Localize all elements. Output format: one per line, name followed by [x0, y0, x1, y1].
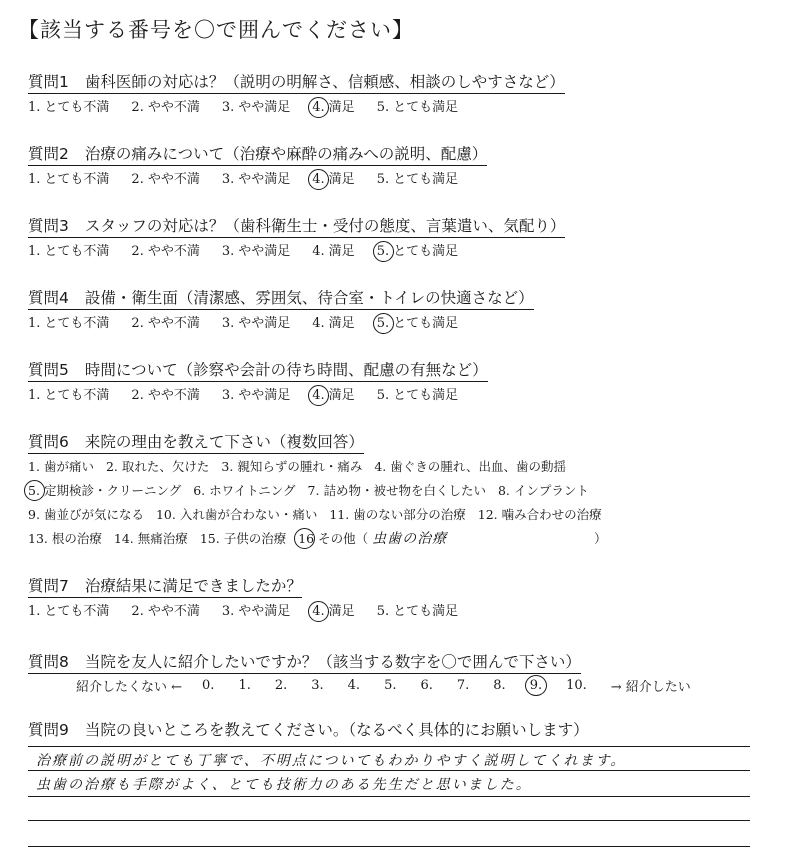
- q6-row: [28, 478, 607, 502]
- option-number: 2.: [131, 244, 144, 259]
- question-text: 歯科医師の対応は？（説明の明解さ、信頼感、相談のしやすさなど）: [84, 73, 565, 91]
- option-number: 13.: [28, 531, 48, 546]
- option-label: やや不満: [147, 604, 200, 619]
- scale-value[interactable]: [238, 678, 254, 693]
- question-text: 治療の痛みについて（治療や麻酔の痛みへの説明、配慮）: [84, 145, 488, 163]
- option[interactable]: [131, 600, 199, 619]
- option-label: 歯並びが気になる: [43, 507, 144, 522]
- question-8: [28, 650, 581, 674]
- option[interactable]: [28, 384, 109, 403]
- option-number: 1.: [28, 316, 41, 331]
- option-label: とても満足: [393, 388, 459, 403]
- option-label: やや満足: [238, 388, 291, 403]
- selected-option[interactable]: [312, 96, 354, 115]
- option-label: やや不満: [147, 172, 200, 187]
- scale-number: 1.: [238, 678, 251, 693]
- scale-value[interactable]: [348, 678, 364, 693]
- scale-number: 4.: [347, 678, 361, 693]
- option-label: やや満足: [238, 244, 291, 259]
- option-label: 満足: [328, 604, 355, 619]
- option-number: 5.: [376, 172, 390, 187]
- option[interactable]: [131, 312, 199, 331]
- question-1: [28, 70, 565, 94]
- answer-line: [28, 846, 750, 847]
- option[interactable]: [28, 312, 109, 331]
- option[interactable]: [377, 600, 458, 619]
- option-number: 5.: [28, 483, 40, 498]
- scale-right-label: → 紹介したい: [610, 680, 691, 695]
- handwritten-answer-line-1: 治療前の説明がとても丁寧で、不明点についてもわかりやすく説明してくれます。: [36, 753, 627, 769]
- option-label: 歯が痛い: [43, 459, 94, 474]
- option[interactable]: [28, 457, 94, 475]
- selected-scale-value[interactable]: [530, 678, 546, 693]
- option[interactable]: [222, 384, 290, 403]
- option[interactable]: [221, 457, 362, 475]
- question-4: [28, 286, 534, 310]
- option[interactable]: [156, 505, 317, 523]
- option-number: 6.: [193, 483, 206, 498]
- option-number: 3.: [221, 244, 235, 259]
- scale-value[interactable]: [202, 678, 218, 693]
- option[interactable]: [222, 168, 290, 187]
- question-number: 質問7: [28, 577, 69, 595]
- option-number: 7.: [307, 483, 320, 498]
- scale-number: 3.: [311, 678, 324, 693]
- option-label: 無痛治療: [137, 531, 188, 546]
- option[interactable]: [377, 168, 458, 187]
- option-number: 1.: [28, 244, 41, 259]
- option-label: その他（: [318, 531, 369, 546]
- option[interactable]: [478, 505, 602, 523]
- option-label: 満足: [328, 316, 355, 331]
- option[interactable]: [377, 384, 458, 403]
- option-label: やや不満: [147, 388, 200, 403]
- option-label: やや満足: [238, 100, 291, 115]
- option[interactable]: [131, 96, 199, 115]
- option[interactable]: [222, 96, 290, 115]
- answer-line: [28, 770, 750, 771]
- option-number: 3.: [221, 604, 235, 619]
- scale-number: 7.: [456, 678, 470, 693]
- option[interactable]: [114, 529, 188, 547]
- answer-line: [28, 820, 750, 821]
- option[interactable]: [374, 457, 566, 475]
- option-label: 定期検診・クリーニング: [43, 483, 182, 498]
- question-number: 質問9: [28, 721, 69, 739]
- option-label: とても不満: [44, 604, 110, 619]
- question-number: 質問6: [28, 433, 69, 451]
- option[interactable]: [377, 96, 458, 115]
- option-number: 10.: [155, 507, 176, 522]
- option-label: 親知らずの腫れ・痛み: [237, 459, 363, 474]
- option-number: 2.: [131, 604, 144, 619]
- question-text: 来院の理由を教えて下さい（複数回答）: [84, 433, 364, 451]
- question-7: [28, 574, 302, 598]
- question-number: 質問1: [28, 73, 69, 91]
- page-title: 【該当する番号を〇で囲んでください】: [18, 18, 414, 42]
- other-close-paren: ）: [594, 531, 607, 546]
- option-number: 3.: [221, 459, 234, 474]
- scale-value[interactable]: [566, 678, 591, 693]
- option-number: 11.: [329, 507, 350, 522]
- option-label: とても満足: [393, 244, 459, 259]
- q8-scale: [76, 676, 691, 695]
- scale-number: 2.: [274, 678, 288, 693]
- option-number: 1.: [28, 172, 41, 187]
- option-label: とても満足: [393, 604, 459, 619]
- option-label: 満足: [328, 100, 355, 115]
- option-label: とても不満: [44, 172, 110, 187]
- option[interactable]: [193, 481, 295, 499]
- option-label: やや不満: [147, 244, 200, 259]
- scale-value[interactable]: [420, 678, 436, 693]
- option-number: 15.: [199, 531, 220, 546]
- q5-options: [28, 384, 458, 403]
- scale-number: 9.: [529, 678, 543, 693]
- option[interactable]: [222, 240, 290, 259]
- q1-options: [28, 96, 458, 115]
- selected-option[interactable]: [377, 240, 458, 259]
- option-label: やや不満: [147, 316, 200, 331]
- option-number: 8.: [497, 483, 510, 498]
- scale-number: 6.: [420, 678, 433, 693]
- option[interactable]: [222, 312, 290, 331]
- scale-value[interactable]: [457, 678, 473, 693]
- option[interactable]: [28, 168, 109, 187]
- question-text: 当院を友人に紹介したいですか？（該当する数字を〇で囲んで下さい）: [84, 653, 581, 671]
- option-number: 4.: [374, 459, 387, 474]
- option[interactable]: [131, 168, 199, 187]
- option-number: 4.: [312, 316, 325, 331]
- question-number: 質問8: [28, 653, 69, 671]
- scale-number: 8.: [493, 678, 506, 693]
- option[interactable]: [28, 240, 109, 259]
- option-number: 4.: [312, 244, 325, 259]
- selected-option[interactable]: [298, 529, 368, 547]
- question-text: 時間について（診察や会計の待ち時間、配慮の有無など）: [84, 361, 488, 379]
- option-label: とても満足: [393, 316, 459, 331]
- question-number: 質問4: [28, 289, 69, 307]
- option-label: インプラント: [513, 483, 589, 498]
- option[interactable]: [28, 505, 144, 523]
- option-label: やや満足: [238, 172, 291, 187]
- handwritten-answer-line-2: 虫歯の治療も手際がよく、とても技術力のある先生だと思いました。: [36, 777, 532, 793]
- option-number: 1.: [28, 388, 41, 403]
- option-label: 入れ歯が合わない・痛い: [179, 507, 318, 522]
- option-label: 満足: [328, 388, 355, 403]
- answer-line: [28, 796, 750, 797]
- option[interactable]: [498, 481, 589, 499]
- selected-option[interactable]: [312, 600, 354, 619]
- scale-value[interactable]: [275, 678, 291, 693]
- option-number: 3.: [221, 172, 235, 187]
- q6-row: [28, 502, 607, 526]
- question-6: [28, 430, 364, 454]
- option-label: 歯のない部分の治療: [353, 507, 466, 522]
- option-label: 取れた、欠けた: [121, 459, 210, 474]
- option[interactable]: [131, 384, 199, 403]
- question-text: スタッフの対応は？（歯科衛生士・受付の態度、言葉遣い、気配り）: [84, 217, 566, 235]
- q6-row: [28, 454, 607, 478]
- q3-options: [28, 240, 458, 259]
- question-text: 治療結果に満足できましたか？: [84, 577, 302, 595]
- option-number: 3.: [221, 316, 235, 331]
- option-number: 2.: [131, 100, 144, 115]
- question-number: 質問3: [28, 217, 69, 235]
- option-label: とても不満: [44, 316, 110, 331]
- option-number: 4.: [312, 100, 325, 115]
- answer-line: [28, 746, 750, 747]
- scale-number: 10.: [566, 678, 587, 693]
- option-label: 詰め物・被せ物を白くしたい: [323, 483, 486, 498]
- option-label: とても満足: [393, 100, 459, 115]
- option-number: 4.: [312, 172, 325, 187]
- q4-options: [28, 312, 458, 331]
- question-text: 当院の良いところを教えてください。（なるべく具体的にお願いします）: [84, 721, 589, 739]
- option-number: 4.: [312, 604, 325, 619]
- option[interactable]: [200, 529, 286, 547]
- q6-row: [28, 526, 607, 550]
- option-label: 噛み合わせの治療: [501, 507, 602, 522]
- option-label: 満足: [328, 172, 355, 187]
- question-5: [28, 358, 488, 382]
- option-label: 根の治療: [51, 531, 102, 546]
- option[interactable]: [329, 505, 465, 523]
- option-number: 3.: [221, 100, 235, 115]
- option-label: とても満足: [393, 172, 459, 187]
- option-number: 2.: [105, 459, 118, 474]
- option-number: 2.: [131, 172, 144, 187]
- option[interactable]: [222, 600, 290, 619]
- question-2: [28, 142, 487, 166]
- option-number: 5.: [376, 100, 390, 115]
- question-text: 設備・衛生面（清潔感、雰囲気、待合室・トイレの快適さなど）: [84, 289, 534, 307]
- option-number: 5.: [376, 316, 390, 331]
- option-label: やや満足: [238, 316, 291, 331]
- option-number: 2.: [131, 388, 144, 403]
- option-label: 歯ぐきの腫れ、出血、歯の動揺: [390, 459, 567, 474]
- option[interactable]: [312, 240, 354, 259]
- option-label: とても不満: [44, 100, 110, 115]
- option[interactable]: [308, 481, 486, 499]
- option-number: 2.: [131, 316, 144, 331]
- question-9: [28, 718, 589, 741]
- option-number: 1.: [28, 100, 41, 115]
- option-label: やや不満: [147, 100, 200, 115]
- q2-options: [28, 168, 458, 187]
- selected-option[interactable]: [377, 312, 458, 331]
- question-number: 質問5: [28, 361, 69, 379]
- q6-options: [28, 454, 607, 550]
- other-handwritten: 虫歯の治療: [372, 531, 448, 547]
- option[interactable]: [28, 529, 102, 547]
- selected-option[interactable]: [312, 384, 354, 403]
- question-3: [28, 214, 565, 238]
- option-number: 3.: [221, 388, 235, 403]
- option-label: とても不満: [44, 244, 110, 259]
- option-label: とても不満: [44, 388, 110, 403]
- option-number: 12.: [477, 507, 498, 522]
- option-label: 子供の治療: [223, 531, 287, 546]
- selected-option[interactable]: [28, 481, 181, 499]
- option-label: ホワイトニング: [209, 483, 296, 498]
- option[interactable]: [312, 312, 354, 331]
- option-number: 9.: [28, 507, 40, 522]
- option-number: 5.: [376, 388, 390, 403]
- option[interactable]: [28, 96, 109, 115]
- q7-options: [28, 600, 458, 619]
- option[interactable]: [28, 600, 109, 619]
- option[interactable]: [106, 457, 209, 475]
- option-label: やや満足: [238, 604, 291, 619]
- scale-value[interactable]: [384, 678, 400, 693]
- option-number: 1.: [28, 459, 40, 474]
- scale-number: 0.: [202, 678, 215, 693]
- option[interactable]: [131, 240, 199, 259]
- question-number: 質問2: [28, 145, 69, 163]
- option-number: 14.: [113, 531, 134, 546]
- option-label: 満足: [328, 244, 355, 259]
- option-number: 4.: [312, 388, 325, 403]
- option-number: 16: [298, 531, 315, 546]
- scale-value[interactable]: [311, 678, 327, 693]
- scale-left-label: 紹介したくない ←: [76, 680, 183, 695]
- selected-option[interactable]: [312, 168, 354, 187]
- option-number: 5.: [376, 244, 390, 259]
- scale-number: 5.: [384, 678, 397, 693]
- option-number: 1.: [28, 604, 41, 619]
- option-number: 5.: [376, 604, 390, 619]
- scale-value[interactable]: [493, 678, 509, 693]
